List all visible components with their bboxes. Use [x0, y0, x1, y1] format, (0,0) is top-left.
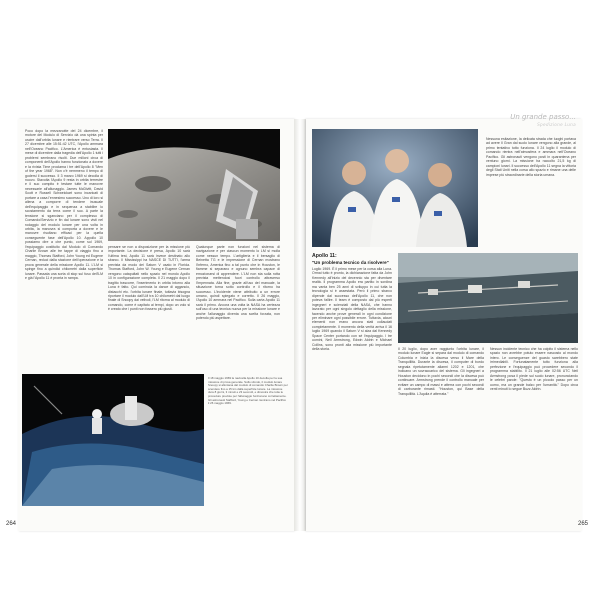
crew-portrait-image [312, 129, 478, 247]
section-title: Un grande passo... [510, 113, 576, 121]
apollo11-article [312, 253, 392, 505]
section-header [496, 113, 576, 129]
spacewalk-caption: Il 18 maggio 1969 la navicella Apollo 10 decolla per la sua missione di prova generale. Sullo sfondo, il modulo lunare Snoopy si allontana dal modulo di comando Charlie Brown per scendere fino a 15 km dalla superficie lunare. La missione dura 8 giorni, 3 minuti e 23 secondi, e dimostra che tutte le procedure previste per l'allunaggio funzionano correttamente. Gli astronauti Stafford, Young e Cernan rientrano nel Pacifico il 26 maggio 1969. [208, 377, 288, 406]
left-column-1: Poco dopo la mezzanotte del 24 dicembre, il motore del Modulo di Servizio dà una spinta per uscire dall'orbita lunare e rientrare verso Terra. Il 27 dicembre alle 15:51:42 UTC, l'Apollo ammara nell'Oceano Pacifico. L'America è entusiasta. Il mese di dicembre dalla tragedia dell'Apollo 1 tutti i problemi sembrano risolti. Due milioni circa di componenti dell'Apollo hanno funzionato a dovere e la rivista Time proclama i tre dell'Apollo 8 "Men of the year 1968". Non c'è nemmeno il tempo di godersi il successo. Il 3 marzo 1969 si decolla di nuovo. Stavolta l'Apollo 9 resta in orbita terrestre e il suo compito è testare tutte le manovre necessarie all'allunaggio. James McDivitt, David Scott e Russell Schweickart sono incaricati di portare a casa l'ennesimo successo. Uno di loro si allena a comporre di tendere inusuale dell'equipaggio e in sequenza a stabilire lo scostamento da terra come il suo. A parte la tensione si sganciano per il complesso di Comando/Servizio e fin dal lunare sono visti nel rodaggio del modulo lunare per una volta in orbita, la manovra si comporta a dovere e le manovre risultano efficaci per la quella conseguente fase dell'Apollo 10. Appollo 10 possiamo dire a che punto, come sul 1969, l'equipaggio costituito dal Modulo di Comando Charlie Brown alle tre tappe di viaggio fino a maggio, Thomas Stafford, John Young ed Eugene Cernan, reduci dalla stazione dell'operazione e la prova generale della missione Apollo 11. L'LM si spinge fino a quindici chilometri dalla superficie lunare. Passata una sorta di stop sul fuso dell'LM e già l'Apollo 11 è pronta in rampa. [25, 129, 103, 280]
right-page [306, 113, 582, 531]
left-column-3: Qualunque parte non funzioni nel sistema di navigazione e per ciascun momento lo LM si molla come nessun tempo. L'artiglieria e il bersaglio di Beinetta TG e le impressione di Cernan mostrano l'inferno, America fino a tal punto che in Houston, le fiamme si separano e ognuno sembra capace di emozionarsi di apprendere. L'LM non sta sulla rotta prevista mettendosi fuori controllo attraverso l'impennata. Alla fine, grazie all'uso del manuale, la situazione torna sotto controllo e il ritorno ha successo. L'incidente viene attribuito a un errore umano, quindi spiegato e corretto. Il 26 maggio, l'Apollo 10 ammara nel Pacifico. Sulla carta Apollo 11 sarà il primo. Ancora una volta la NASA ha certezza sull'uso di una tecnica nuova per la missione lunare e anche l'allunaggio diventa una scelta forzata, non potendo più aspettare. [196, 245, 280, 321]
launch-site-photo [398, 253, 578, 343]
apollo11-subheading: "Un problema tecnico da risolvere" [312, 260, 389, 265]
left-column-2: pensare se non a disposizione per la missione più importante. La decisione è presa, Apollo 10 sarà l'ultima test, Apollo 11 sarà invece destinato allo sbarco. Il Mississippi ha NASCE DI TUTTI, l'arma prevista da modo dei Saturn V usato in Florida. Thomas Stafford, John W. Young e Eugene Cernan vengono catapultati nello spazio nel mondo Apollo 10 in configurazione completa. Il 21 maggio dopo il tragitto trascorre, l'inserimento in orbita intorno alla Luna è fatto. Qui comincia la dance di aggancio, distacchi etc. l'orbita lunare finale, tuttavia bisogna riportare il modulo dall'LM tra 10 chilometri dal luogo finale di Snoopy dai velivoli, l'LM ritorna al modulo di comando, come è capitato ai tempi, dopo un volo si è creato che i punti non fossero più giusti. [108, 245, 190, 312]
apollo11-body: Luglio 1969. È il primo mese per la corsa alla Luna. Ormai tutto è pronto, la dichiarazione fatta da John Kennedy all'inizio del decennio sta per diventare realtà. Il programma Apollo era partito in sordina ma vanta ben 25 anni di sviluppo in cui tutta la tecnologia si è assestata. Però il primo sbarco dipende dal successo dell'Apollo 11, che non poteva fallire. Il team è composto dai più esperti ingegneri e scienziati della NASA, che hanno lavorato per ogni singolo dettaglio della missione, facendo anche prove generali in ogni condizione per eliminare ogni possibile errore. Tuttavia, alcuni elementi non erano ancora stati collaudati completamente. Il momento della verità arriva il 16 luglio 1969 quando il Saturn V si alza dal Kennedy Space Center portando con sé l'equipaggio. I tre uomini, Neil Armstrong, Edwin Aldrin e Michael Collins, sono pronti alla missione più importante della storia. [312, 267, 392, 352]
section-subtitle: Spedizione Luna [537, 122, 576, 127]
right-column-2: Il 20 luglio, dopo aver raggiunto l'orbita lunare, il modulo lunare Eagle si separa dal modulo di comando Columbia e inizia la discesa verso il Mare della Tranquillità. Durante la discesa, il computer di bordo segnala ripetutamente allarmi 1202 e 1201, che indicano un sovraccarico del sistema. Gli ingegneri a Houston decidono in pochi secondi che la discesa può continuare. Armstrong prende il controllo manuale per evitare un campo di massi e atterra con pochi secondi di carburante rimasti. "Houston, qui Base della Tranquillità. L'Aquila è atterrata." [398, 347, 484, 396]
left-page [18, 119, 294, 531]
crew-portrait-photo [312, 129, 478, 247]
left-page-number: 264 [6, 521, 17, 527]
right-page-number: 265 [578, 521, 589, 527]
right-column-3: Nessun incidente tecnico che ha colpito il sistema nello spazio non avrebbe potuto essere nascosto al mondo intero. Le conseguenze del guasto sarebbero state irrimediabili. Fortunatamente tutto funziona alla perfezione e l'equipaggio può procedere secondo il programma stabilito. Il 21 luglio alle 02:56 UTC Neil Armstrong posa il piede sul suolo lunare, pronunciando le celebri parole: "Questo è un piccolo passo per un uomo, ma un grande balzo per l'umanità." Dopo circa venti minuti lo segue Buzz Aldrin. [490, 347, 578, 392]
lunar-surface-photo [108, 129, 280, 241]
lunar-surface-image [108, 129, 280, 241]
book-gutter [294, 119, 306, 531]
apollo11-heading: Apollo 11: [312, 253, 337, 259]
spacewalk-image [22, 374, 204, 506]
launch-site-image [398, 253, 578, 343]
spacewalk-photo [22, 374, 204, 506]
right-column-top: Nessuna esitazione, la delicata strada che luoghi portava ad avere Il Gran dal suolo lunare vengono alla grande, al primo tentativo tutto funziona. Il 24 luglio il modulo di comando rientra nell'atmosfera e ammara nell'Oceano Pacifico. Gli astronauti vengono posti in quarantena per ventuno giorni. La missione ha raccolto 21,5 kg di campioni lunari. Il successo dell'Apollo 11 segna la vittoria degli Stati Uniti nella corsa allo spazio e rimane una delle imprese più straordinarie della storia umana. [486, 137, 576, 177]
